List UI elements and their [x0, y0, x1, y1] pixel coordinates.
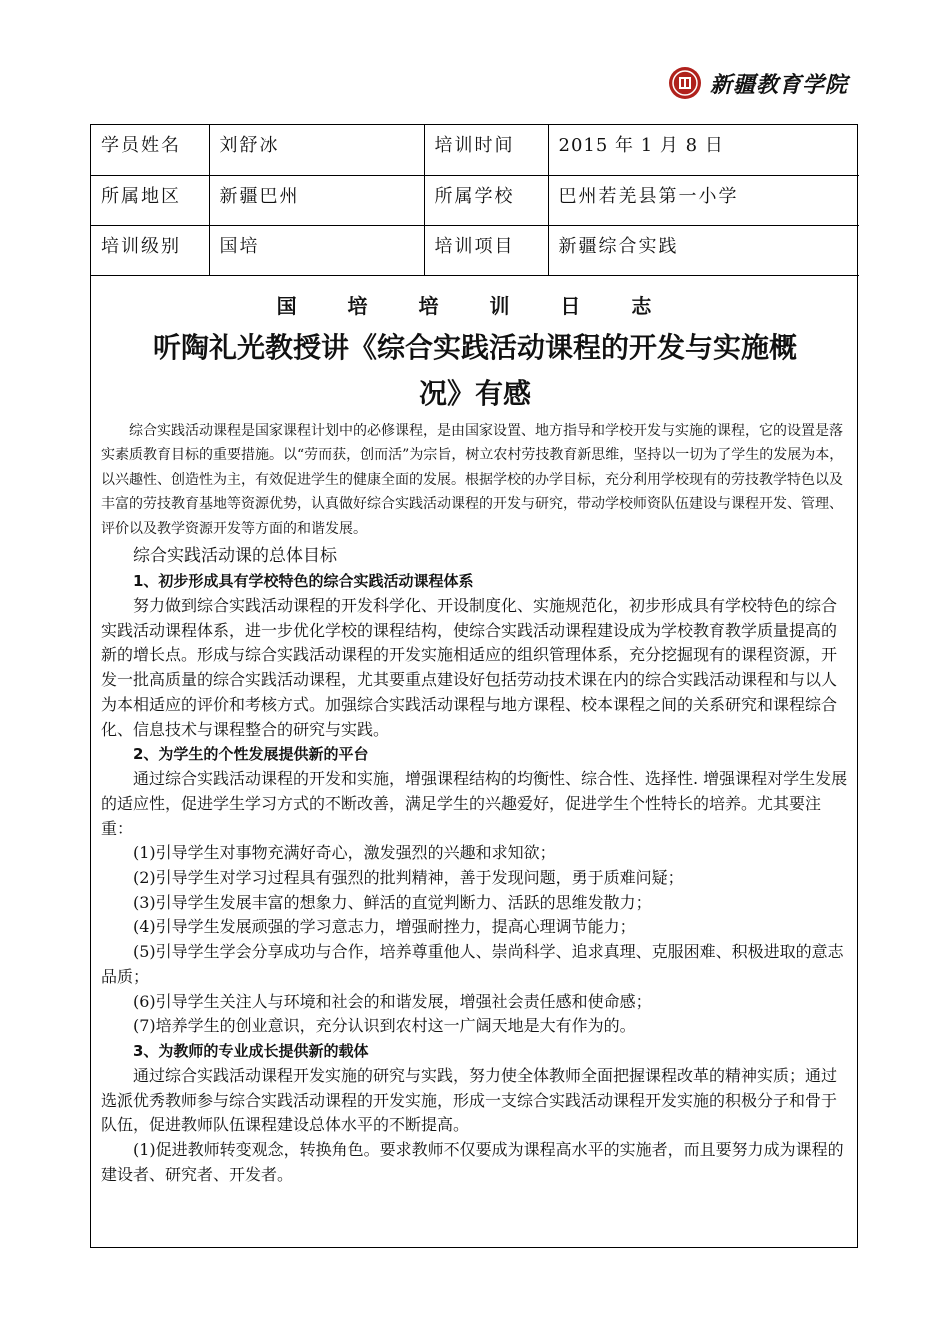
value-cell: 新疆巴州 — [209, 175, 424, 225]
list-item: (4)引导学生发展顽强的学习意志力，增强耐挫力，提高心理调节能力； — [133, 917, 636, 937]
journal-heading: 国 培 培 训 日 志 — [276, 293, 674, 318]
article-title-line: 听陶礼光教授讲《综合实践活动课程的开发与实施概 — [152, 330, 797, 364]
label-cell: 培训时间 — [424, 125, 548, 175]
school-name-logo: 新疆教育学院 — [710, 71, 849, 98]
value-cell: 国培 — [209, 225, 424, 275]
article-title-line: 况》有感 — [418, 376, 531, 410]
section-paragraph: 通过综合实践活动课程开发实施的研究与实践，努力使全体教师全面把握课程改革的精神实质；通过选派优秀教师参与综合实践活动课程的开发实施，形成一支综合实践活动课程开发实施的积极分子和骨于队伍，促进教师队伍课程建设总体水平的不断提高。 — [101, 1065, 838, 1135]
list-item: (6)引导学生关注人与环境和社会的和谐发展，增强社会责任感和使命感； — [133, 991, 652, 1011]
school-seal-icon — [668, 66, 702, 100]
trainee-info-table — [91, 125, 859, 276]
list-item: (3)引导学生发展丰富的想象力、鲜活的直觉判断力、活跃的思维发散力； — [133, 892, 652, 912]
value-cell: 刘舒冰 — [209, 125, 424, 175]
section-paragraph: 通过综合实践活动课程的开发和实施，增强课程结构的均衡性、综合性、选择性. 增强课程对学生发展的适应性，促进学生学习方式的不断改善，满足学生的兴趣爱好，促进学生个性特长的培养。尤其要注重： — [101, 769, 848, 838]
label-cell: 所属学校 — [424, 175, 548, 225]
value-cell: 2015 年 1 月 8 日 — [548, 125, 859, 175]
list-item: (5)引导学生学会分享成功与合作，培养尊重他人、崇尚科学、追求真理、克服困难、积极进取的意志品质； — [101, 942, 844, 986]
table-row — [91, 175, 859, 225]
list-item: (2)引导学生对学习过程具有强烈的批判精神，善于发现问题，勇于质难问疑； — [133, 868, 684, 888]
journal-body — [91, 290, 857, 1188]
value-cell: 巴州若羌县第一小学 — [548, 175, 859, 225]
school-logo — [668, 66, 848, 100]
label-cell: 学员姓名 — [91, 125, 209, 175]
list-item: (1)引导学生对事物充满好奇心，激发强烈的兴趣和求知欲； — [133, 843, 556, 863]
journal-sheet — [90, 124, 858, 1248]
label-cell: 培训级别 — [91, 225, 209, 275]
goal-heading: 综合实践活动课的总体目标 — [133, 546, 337, 566]
value-cell: 新疆综合实践 — [548, 225, 859, 275]
table-row — [91, 125, 859, 175]
article-title — [101, 325, 849, 417]
section-title: 3、为教师的专业成长提供新的载体 — [133, 1041, 369, 1060]
intro-paragraph: 综合实践活动课程是国家课程计划中的必修课程，是由国家设置、地方指导和学校开发与实施的课程，它的设置是落实素质教育目标的重要措施。以“劳而获，创而活”为宗旨，树立农村劳技教育新思维，坚持以一切为了学生的发展为本，以兴趣性、创造性为主，有效促进学生的健康全面的发展。根据学校的办学目标，充分利用学校现有的劳技教学特色以及丰富的劳技教育基地等资源优势，认真做好综合实践活动课程的开发与研究，带动学校师资队伍建设与课程开发、管理、评价以及教学资源开发等方面的和谐发展。 — [101, 422, 844, 537]
list-item: (1)促进教师转变观念，转换角色。要求教师不仅要成为课程高水平的实施者，而且要努力成为课程的建设者、研究者、开发者。 — [101, 1140, 844, 1184]
section-paragraph: 努力做到综合实践活动课程的开发科学化、开设制度化、实施规范化，初步形成具有学校特色的综合实践活动课程体系，进一步优化学校的课程结构，使综合实践活动课程建设成为学校教育教学质量提高的新的增长点。形成与综合实践活动课程的开发实施相适应的组织管理体系，充分挖掘现有的课程资源，开发一批高质量的综合实践活动课程，尤其要重点建设好包括劳动技术课在内的综合实践活动课程和与以人为本相适应的评价和考核方式。加强综合实践活动课程与地方课程、校本课程之间的关系研究和课程综合化、信息技术与课程整合的研究与实践。 — [101, 596, 838, 739]
section-title: 1、初步形成具有学校特色的综合实践活动课程体系 — [133, 572, 474, 590]
label-cell: 培训项目 — [424, 225, 548, 275]
list-item: (7)培养学生的创业意识，充分认识到农村这一广阔天地是大有作为的。 — [133, 1016, 636, 1036]
table-row — [91, 225, 859, 275]
section-title: 2、为学生的个性发展提供新的平台 — [133, 745, 369, 764]
label-cell: 所属地区 — [91, 175, 209, 225]
